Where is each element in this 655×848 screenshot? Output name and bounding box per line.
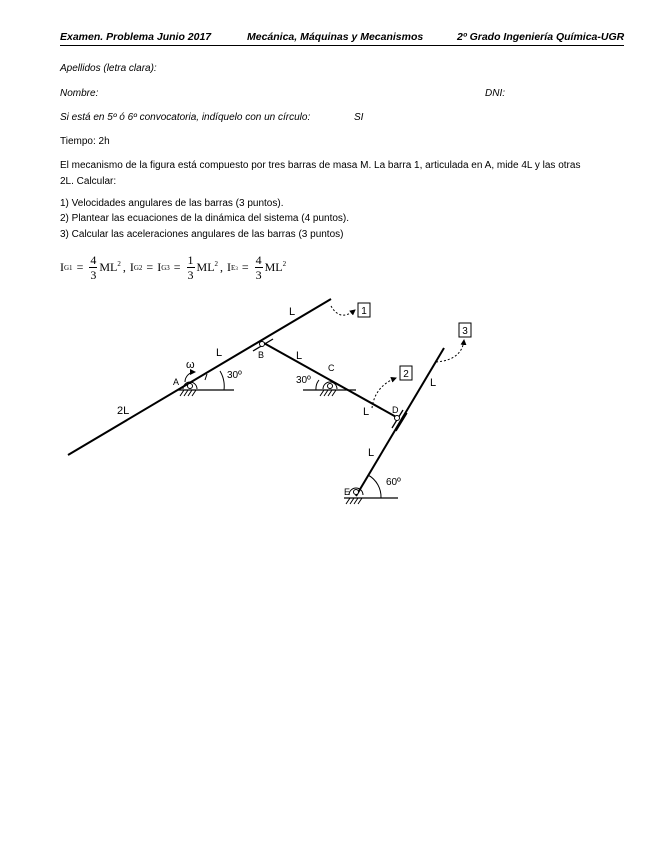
label-l-bc: L (296, 350, 303, 362)
label-point-a: A (173, 377, 180, 387)
inertia-symbol-3: I (157, 260, 162, 274)
label-angle-e: 60º (386, 477, 401, 488)
comma-2: , (220, 260, 224, 274)
header-left: Examen. Problema Junio 2017 (60, 31, 212, 43)
angle-arc-c (316, 380, 319, 390)
label-point-d: D (392, 405, 399, 415)
convocatoria-field: Si está en 5º ó 6º convocatoria, indíquelo con un círculo: (60, 112, 311, 123)
label-l-upper3: L (430, 377, 437, 389)
label-l-ab: L (216, 347, 223, 359)
equals-2: = (146, 260, 154, 274)
fraction-3: $\frac{4}{3}$ (255, 253, 262, 282)
statement-line-1: El mecanismo de la figura está compuesto por tres barras de masa M. La barra 1, articulada en A, mide 4L y las otras (60, 160, 581, 171)
inertia-symbol-1: I (60, 260, 64, 274)
subscript-g3: G3 (161, 263, 170, 272)
ml-term-1: $ML^2$ (99, 260, 121, 274)
question-2: 2) Plantear las ecuaciones de la dinámica del sistema (4 puntos). (60, 213, 350, 224)
leader-bar-3 (436, 340, 464, 362)
bar-1 (68, 299, 331, 455)
question-3: 3) Calcular las aceleraciones angulares de las barras (3 puntos) (60, 229, 344, 240)
label-2l: 2L (117, 405, 130, 417)
bar-1-tick (205, 374, 207, 380)
label-l-top: L (289, 306, 296, 318)
si-option: SI (354, 112, 364, 123)
surname-field: Apellidos (letra clara): (60, 63, 157, 74)
label-angle-c: 30º (296, 375, 311, 386)
leader-bar-1 (331, 306, 355, 315)
fraction-1: $\frac{4}{3}$ (90, 253, 97, 282)
label-bar-2: 2 (403, 369, 409, 380)
leader-bar-2 (372, 378, 396, 408)
angle-arc-a (220, 371, 224, 390)
equals-4: = (241, 260, 249, 274)
fraction-2: $\frac{1}{3}$ (187, 253, 194, 282)
label-bar-3: 3 (462, 326, 468, 337)
label-l-cd: L (363, 406, 370, 418)
subscript-g1: G1 (64, 263, 73, 272)
equals-1: = (76, 260, 84, 274)
inertia-symbol-4: I (227, 260, 232, 274)
pivot-e (344, 488, 398, 504)
angle-arc-e (368, 475, 381, 498)
label-l-de: L (368, 447, 375, 459)
subscript-g2: G2 (133, 263, 143, 272)
subscript-e3: E3 (231, 263, 238, 272)
label-bar-1: 1 (361, 306, 367, 317)
comma-1: , (122, 260, 126, 274)
inertia-symbol-2: I (129, 260, 134, 274)
time-limit: Tiempo: 2h (60, 136, 110, 147)
label-angle-a: 30º (227, 370, 242, 381)
bar-2 (262, 342, 398, 418)
label-point-b: B (258, 350, 265, 360)
label-point-e: E (344, 487, 351, 497)
label-point-c: C (328, 363, 335, 373)
name-field: Nombre: (60, 88, 99, 99)
question-1: 1) Velocidades angulares de las barras (3 puntos). (60, 198, 284, 209)
ml-term-2: $ML^2$ (196, 260, 219, 274)
label-omega: ω (186, 359, 195, 371)
equals-3: = (173, 260, 181, 274)
ml-term-3: $ML^2$ (264, 260, 287, 274)
statement-line-2: 2L. Calcular: (60, 176, 117, 187)
header-right: 2º Grado Ingeniería Química-UGR (457, 31, 625, 43)
header-center: Mecánica, Máquinas y Mecanismos (247, 31, 424, 43)
slider-b (250, 335, 273, 351)
dni-field: DNI: (485, 88, 505, 99)
